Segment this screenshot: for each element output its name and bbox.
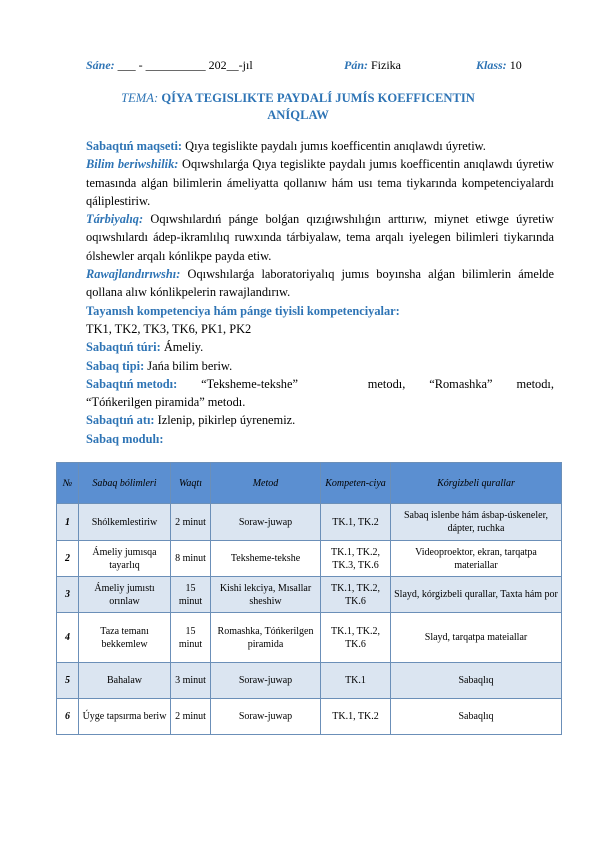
subject-value: Fizika: [368, 58, 401, 72]
class-label: Klass:: [476, 58, 507, 72]
header-cell-time: Waqtı: [171, 463, 211, 504]
upbringing-label: Tárbiyalıq:: [86, 212, 144, 227]
lesson-type-text: Jańa bilim beriw.: [144, 358, 233, 373]
row-competency: TK.1, TK.2: [321, 504, 391, 541]
row-tools: Slayd, kórgizbeli qurallar, Taxta hám por: [391, 577, 562, 613]
row-number: 2: [57, 541, 79, 577]
education-text: Oqıwshılarǵa Qıya tegislikte paydalı jumıs koefficentin anıqlawdı úyretiw temasında alǵan bilimlerin ámeliyatta qollanıw hám usı tema tiykarında kompetenciyalardı qáliplestiriw.: [86, 157, 554, 208]
row-section: Úyge tapsırma beriw: [79, 699, 171, 735]
header-cell-tools: Kórgizbeli qurallar: [391, 463, 562, 504]
motto-label: Sabaqtıń atı:: [86, 413, 155, 428]
row-section: Ámeliy jumıstı orınlaw: [79, 577, 171, 613]
development-label: Rawajlandırıwshı:: [86, 267, 181, 282]
table-row: [57, 663, 562, 699]
upbringing-paragraph: [86, 210, 554, 265]
row-number: 5: [57, 663, 79, 699]
table-row: [57, 699, 562, 735]
row-competency: TK.1, TK.2, TK.3, TK.6: [321, 541, 391, 577]
header-cell-method: Metod: [211, 463, 321, 504]
method-line-2: “Tóńkerilgen piramida” metodı.: [86, 395, 246, 410]
row-competency: TK.1, TK.2: [321, 699, 391, 735]
education-label: Bilim beriwshilik:: [86, 157, 179, 172]
row-tools: Sabaqlıq: [391, 663, 562, 699]
goal-text: Qıya tegislikte paydalı jumıs koefficentin anıqlawdı úyretiw.: [182, 139, 486, 153]
row-time: 2 minut: [171, 504, 211, 541]
header-cell-section: Sabaq bólimleri: [79, 463, 171, 504]
class-value: 10: [506, 58, 522, 72]
lesson-description: [86, 137, 554, 448]
development-paragraph: [86, 265, 554, 302]
row-time: 15 minut: [171, 613, 211, 663]
topic-heading: [90, 90, 506, 124]
lesson-header: [86, 58, 536, 76]
table-row: [57, 577, 562, 613]
header-cell-competency: Kompeten-ciya: [321, 463, 391, 504]
class-field: [476, 58, 522, 73]
table-header-row: [57, 463, 562, 504]
upbringing-text: Oqıwshılardıń pánge bolǵan qızıǵıwshılıǵın arttırıw, miynet etiwge úyretiw oqıwshılardı ádep-ikramlılıq ruwxında tárbiyalaw, tema arqalı iyelegen bilimleri tiykarında ólshewler arqalı kónlikpe payda etiw.: [86, 212, 554, 263]
table-row: [57, 504, 562, 541]
header-cell-number: №: [57, 463, 79, 504]
row-tools: Sabaqlıq: [391, 699, 562, 735]
lesson-form-text: Ámeliy.: [160, 340, 204, 355]
lesson-module-table: [56, 462, 562, 735]
table-row: [57, 541, 562, 577]
topic-label: TEMA:: [121, 91, 159, 105]
row-time: 2 minut: [171, 699, 211, 735]
lesson-type-paragraph: [86, 357, 554, 375]
competency-list: TK1, TK2, TK3, TK6, PK1, PK2: [86, 321, 252, 336]
method-part-4: metodı,: [516, 376, 554, 391]
subject-field: [344, 58, 401, 73]
lesson-form-label: Sabaqtıń túri:: [86, 340, 161, 355]
goal-label: Sabaqtıń maqseti:: [86, 139, 183, 153]
motto-text: Izlenip, pikirlep úyrenemiz.: [154, 413, 296, 428]
method-label: Sabaqtıń metodı:: [86, 376, 178, 391]
row-competency: TK.1, TK.2, TK.6: [321, 577, 391, 613]
table-row: [57, 613, 562, 663]
row-number: 1: [57, 504, 79, 541]
row-section: Ámeliy jumısqa tayarlıq: [79, 541, 171, 577]
method-part-2: metodı,: [367, 376, 406, 391]
row-method: Soraw-juwap: [211, 504, 321, 541]
row-method: Teksheme-tekshe: [211, 541, 321, 577]
method-part-3: “Romashka”: [429, 376, 493, 391]
row-tools: Slayd, tarqatpa mateiallar: [391, 613, 562, 663]
row-method: Soraw-juwap: [211, 663, 321, 699]
module-heading: [86, 430, 554, 448]
row-tools: Sabaq islenbe hám ásbap-úskeneler, dápter, ruchka: [391, 504, 562, 541]
row-section: Shólkemlestiriw: [79, 504, 171, 541]
row-competency: TK.1, TK.2, TK.6: [321, 613, 391, 663]
development-text: Oqıwshılarǵa laboratoriyalıq jumıs boyınsha alǵan bilimlerin ámelde qollana alıw kónlikpelerin rawajlandırıw.: [86, 267, 554, 300]
row-competency: TK.1: [321, 663, 391, 699]
method-paragraph: [86, 375, 554, 393]
lesson-type-label: Sabaq tipi:: [86, 358, 145, 373]
education-paragraph: [86, 155, 554, 210]
date-field: [86, 58, 253, 73]
subject-label: Pán:: [344, 58, 368, 72]
row-method: Soraw-juwap: [211, 699, 321, 735]
row-number: 3: [57, 577, 79, 613]
row-method: Kishi lekciya, Mısallar sheshiw: [211, 577, 321, 613]
date-label: Sáne:: [86, 58, 115, 72]
row-section: Taza temanı bekkemlew: [79, 613, 171, 663]
row-time: 15 minut: [171, 577, 211, 613]
row-time: 8 minut: [171, 541, 211, 577]
lesson-form-paragraph: [86, 338, 554, 356]
row-time: 3 minut: [171, 663, 211, 699]
row-method: Romashka, Tóńkerilgen piramida: [211, 613, 321, 663]
competency-label: Tayanısh kompetenciya hám pánge tiyisli kompetenciyalar:: [86, 303, 400, 318]
row-section: Bahalaw: [79, 663, 171, 699]
row-tools: Videoproektor, ekran, tarqatpa materiallar: [391, 541, 562, 577]
method-part-1: “Teksheme-tekshe”: [201, 376, 298, 391]
topic-text: QÍYA TEGISLIKTE PAYDALÍ JUMÍS KOEFFICENTIN ANÍQLAW: [161, 91, 475, 122]
motto-paragraph: [86, 411, 554, 429]
row-number: 4: [57, 613, 79, 663]
module-label: Sabaq modulı:: [86, 431, 164, 446]
goal-paragraph: [86, 137, 554, 155]
date-value: ___ - __________ 202__-jıl: [114, 58, 253, 72]
competency-heading: [86, 302, 554, 320]
row-number: 6: [57, 699, 79, 735]
